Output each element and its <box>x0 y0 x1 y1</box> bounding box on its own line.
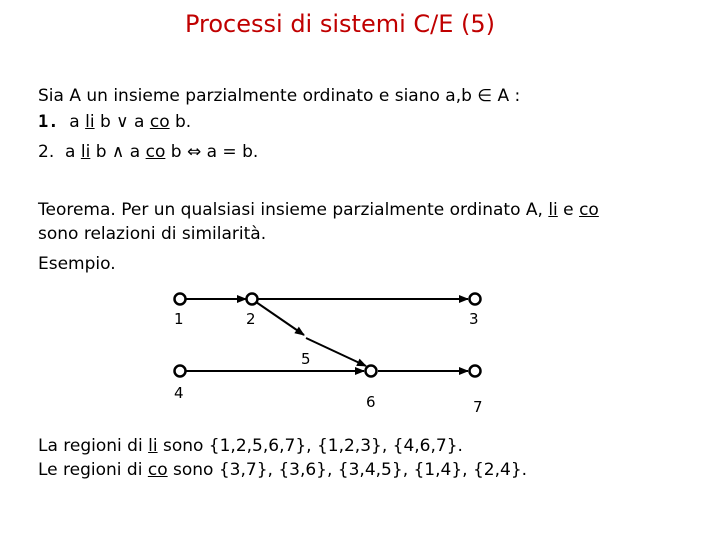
label-node-3: 3 <box>469 310 479 328</box>
node-7 <box>470 366 481 377</box>
theorem-text-2: e <box>557 200 580 220</box>
regions-co-list: sono {3,7}, {3,6}, {3,4,5}, {1,4}, {2,4}. <box>167 460 528 480</box>
node-1 <box>175 294 186 305</box>
theorem-text-1: Teorema. Per un qualsiasi insieme parzialmente ordinato A, <box>38 200 549 220</box>
label-node-5: 5 <box>301 350 311 368</box>
regions-li-list: sono {1,2,5,6,7}, {1,2,3}, {4,6,7}. <box>157 436 463 456</box>
property-1-b: b ∨ a <box>94 112 150 132</box>
relation-co: co <box>579 200 599 220</box>
property-1-c: b. <box>169 112 192 132</box>
regions-li-prefix: La regioni di <box>38 436 149 456</box>
property-2-b: b ∧ a <box>90 142 146 162</box>
property-1-number: 1. <box>38 112 59 132</box>
label-node-7: 7 <box>473 398 483 416</box>
regions-co-prefix: Le regioni di <box>38 460 148 480</box>
relation-li: li <box>548 200 558 220</box>
label-node-6: 6 <box>366 393 376 411</box>
node-6 <box>366 366 377 377</box>
edge-2-5 <box>256 302 304 335</box>
relation-co: co <box>147 460 168 480</box>
example-label: Esempio. <box>38 254 116 274</box>
property-2-c: b ⇔ a = b. <box>165 142 259 162</box>
label-node-4: 4 <box>174 384 184 402</box>
relation-li: li <box>80 142 91 162</box>
regions-co <box>38 460 527 480</box>
relation-li: li <box>148 436 158 456</box>
property-2-a: a <box>65 142 81 162</box>
slide-title: Processi di sistemi C/E (5) <box>184 10 496 38</box>
node-2 <box>247 294 258 305</box>
intro-line: Sia A un insieme parzialmente ordinato e siano a,b ∈ A : <box>38 86 521 106</box>
label-node-1: 1 <box>174 310 184 328</box>
relation-co: co <box>145 142 166 162</box>
node-3 <box>470 294 481 305</box>
property-1-a: a <box>69 112 86 132</box>
edge-5-6 <box>306 338 366 366</box>
relation-co: co <box>149 112 170 132</box>
relation-li: li <box>85 112 95 132</box>
property-2-number: 2. <box>38 142 55 162</box>
label-node-2: 2 <box>246 310 256 328</box>
theorem-line-2: sono relazioni di similarità. <box>38 224 267 244</box>
regions-li <box>38 436 463 456</box>
node-4 <box>175 366 186 377</box>
